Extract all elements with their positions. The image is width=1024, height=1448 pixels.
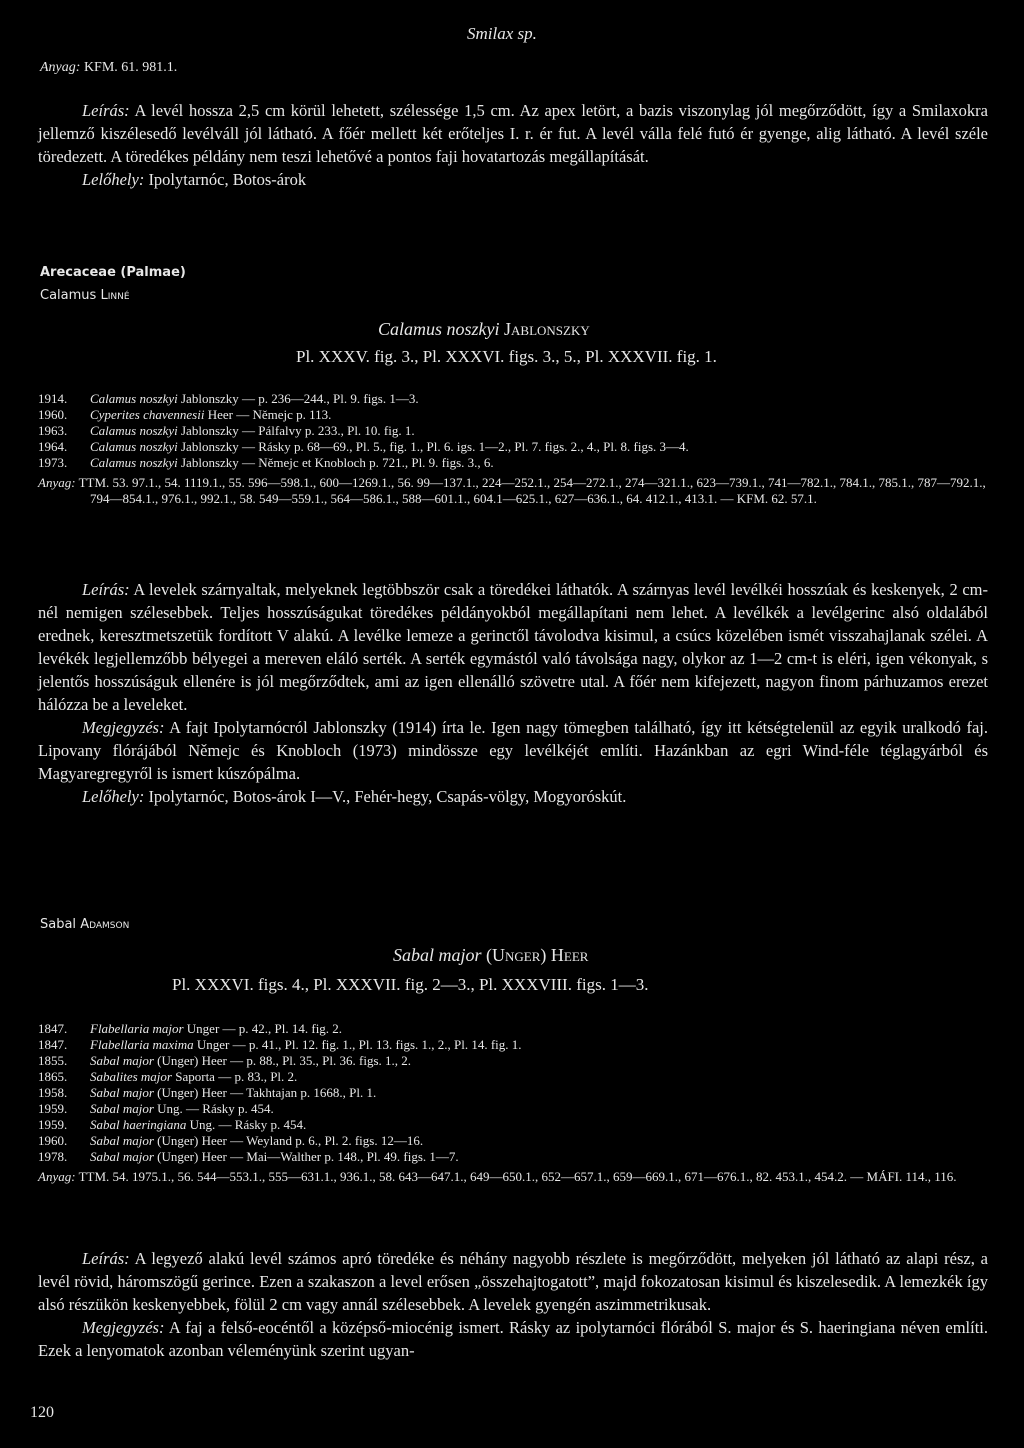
synonymy-list-calamus	[38, 391, 998, 507]
anyag-value: KFM. 61. 981.1.	[83, 60, 178, 75]
reference-item: 1855. Sabal major (Unger) Heer — p. 88., Pl. 35., Pl. 36. figs. 1., 2.	[38, 1053, 412, 1068]
species-author: Jablonszky	[504, 319, 590, 339]
reference-item: 1978. Sabal major (Unger) Heer — Mai—Walther p. 148., Pl. 49. figs. 1—7.	[38, 1149, 459, 1164]
lelohely-text: Ipolytarnóc, Botos-árok	[148, 170, 307, 189]
lelohely-label: Lelőhely:	[82, 170, 145, 189]
reference-item: 1958. Sabal major (Unger) Heer — Takhtajan p. 1668., Pl. 1.	[38, 1085, 377, 1100]
reference-item: 1959. Sabal major Ung. — Rásky p. 454.	[38, 1101, 274, 1116]
calamus-description: Leírás: A levelek szárnyaltak, melyeknek legtöbbször csak a töredékei láthatók. A szárnyas levél levélkéi hosszúak és keskenyek, 2 cm-nél nemigen szélesebbek. Teljes hosszúságukat töredékes példányokból megállapítani nem lehet. A levélkék a levélgerinc alsó oldalából erednek, keresztmetszetük fordított V alakú. A levélke lemeze a gerinctől távolodva kisimul, a csúcs közelében ismét visszahajlanak szélei. A levékék legjellemzőbb bélyegei a mereven eláló serték. A serték egymástól való távolsága nagy, olykor az 1—2 cm-t is eléri, igen vékonyak, s jelentős hosszúságuk ellenére is jól megőrződtek, ami az igen ellenálló szövetre utal. A főér nem kifejezett, nagyon finom párhuzamos erezet hálózza be a leveleket. Megjegyzés: A fajt Ipolytarnócról Jablonszky (1914) írta le. Igen nagy tömegben található, így itt kétségtelenül az egyik uralkodó faj. Lipovany flórájából Němejc és Knobloch (1973) mindössze egy levélkéjét említi. Hazánkban az egri Wind-féle téglagyárból és Magyaregregyről is ismert kúszópálma. Lelőhely: Ipolytarnóc, Botos-árok I—V., Fehér-hegy, Csapás-völgy, Mogyoróskút.	[38, 580, 988, 806]
reference-item: 1847. Flabellaria major Unger — p. 42., Pl. 14. fig. 2.	[38, 1021, 343, 1036]
reference-item: 1865. Sabalites major Saporta — p. 83., Pl. 2.	[38, 1069, 298, 1084]
genus-line-sabal: Sabal Adamson	[40, 917, 130, 932]
anyag-sabal: Anyag: TTM. 54. 1975.1., 56. 544—553.1., 555—631.1., 936.1., 58. 643—647.1., 649—650.1., 652—657.1., 659—669.1., 671—676.1., 82. 453.1., 454.2. — MÁFI. 114., 116.	[38, 1169, 957, 1184]
synonymy-list-sabal	[38, 1021, 998, 1185]
anyag-line-smilax	[40, 60, 177, 76]
page-number: 120	[30, 1404, 54, 1421]
species-name: Calamus noszkyi	[378, 319, 500, 339]
reference-item: 1973. Calamus noszkyi Jablonszky — Němejc et Knobloch p. 721., Pl. 9. figs. 3., 6.	[38, 455, 494, 470]
reference-item: 1960. Sabal major (Unger) Heer — Weyland p. 6., Pl. 2. figs. 12—16.	[38, 1133, 424, 1148]
reference-item: 1963. Calamus noszkyi Jablonszky — Pálfalvy p. 233., Pl. 10. fig. 1.	[38, 423, 415, 438]
genus-line-calamus	[40, 288, 130, 303]
anyag-calamus: Anyag: TTM. 53. 97.1., 54. 1119.1., 55. 596—598.1., 600—1269.1., 56. 99—137.1., 224—252.1., 254—272.1., 274—321.1., 623—739.1., 741—782.1., 784.1., 785.1., 787—792.1., 794—854.1., 976.1., 992.1., 58. 549—559.1., 564—586.1., 588—601.1., 604.1—625.1., 627—636.1., 64. 412.1., 413.1. — KFM. 62. 57.1.	[38, 475, 986, 506]
anyag-label: Anyag:	[40, 60, 81, 75]
species-heading-sabal: Sabal major (Unger) Heer	[393, 945, 589, 965]
plates-calamus: Pl. XXXV. fig. 3., Pl. XXXVI. figs. 3., 5., Pl. XXXVII. fig. 1.	[296, 347, 717, 366]
family-name: Arecaceae (Palmae)	[40, 265, 186, 280]
species-heading-calamus	[378, 319, 590, 340]
reference-item: 1960. Cyperites chavennesii Heer — Němejc p. 113.	[38, 407, 332, 422]
desc-text: A levél hossza 2,5 cm körül lehetett, szélessége 1,5 cm. Az apex letört, a bazis viszonylag jól megőrződött, így a Smilaxokra jellemző kiszélesedő levélváll jól látható. A főér mellett két erőteljes I. r. ér fut. A levél válla felé futó ér gyenge, alig látható. A levél széle töredezett. A töredékes példány nem teszi lehetővé a pontos faji hovatartozás megállapítását.	[38, 101, 988, 166]
desc-label: Leírás:	[82, 101, 130, 120]
reference-item: 1964. Calamus noszkyi Jablonszky — Rásky p. 68—69., Pl. 5., fig. 1., Pl. 6. igs. 1—2., Pl. 7. figs. 2., 4., Pl. 8. figs. 3—4.	[38, 439, 689, 454]
reference-item: 1847. Flabellaria maxima Unger — p. 41., Pl. 12. fig. 1., Pl. 13. figs. 1., 2., Pl. 14. fig. 1.	[38, 1037, 522, 1052]
species-heading-smilax: Smilax sp.	[467, 24, 537, 43]
sabal-description: Leírás: A legyező alakú levél számos apró töredéke és néhány nagyobb részlete is megőrződött, melyeken jól látható az alapi rész, a levél rövid, háromszögű gerince. Ezen a szakaszon a level erősen „összehajtogatott”, majd fokozatosan kisimul és kiszelesedik. A lemezkék így alsó részükön keskenyebbek, fölül 2 cm vagy annál szélesebbek. A levelek gyengén aszimmetrikusak. Megjegyzés: A faj a felső-eocéntől a középső-miocénig ismert. Rásky az ipolytarnóci flórából S. major és S. haeringiana néven említi. Ezek a lenyomatok azonban véleményünk szerint ugyan-	[38, 1249, 988, 1360]
genus-name: Calamus	[40, 288, 97, 303]
smilax-description	[38, 99, 988, 191]
reference-item: 1914. Calamus noszkyi Jablonszky — p. 236—244., Pl. 9. figs. 1—3.	[38, 391, 419, 406]
reference-item: 1959. Sabal haeringiana Ung. — Rásky p. 454.	[38, 1117, 307, 1132]
plates-sabal: Pl. XXXVI. figs. 4., Pl. XXXVII. fig. 2—3., Pl. XXXVIII. figs. 1—3.	[172, 975, 649, 994]
genus-author: Linné	[100, 288, 130, 303]
